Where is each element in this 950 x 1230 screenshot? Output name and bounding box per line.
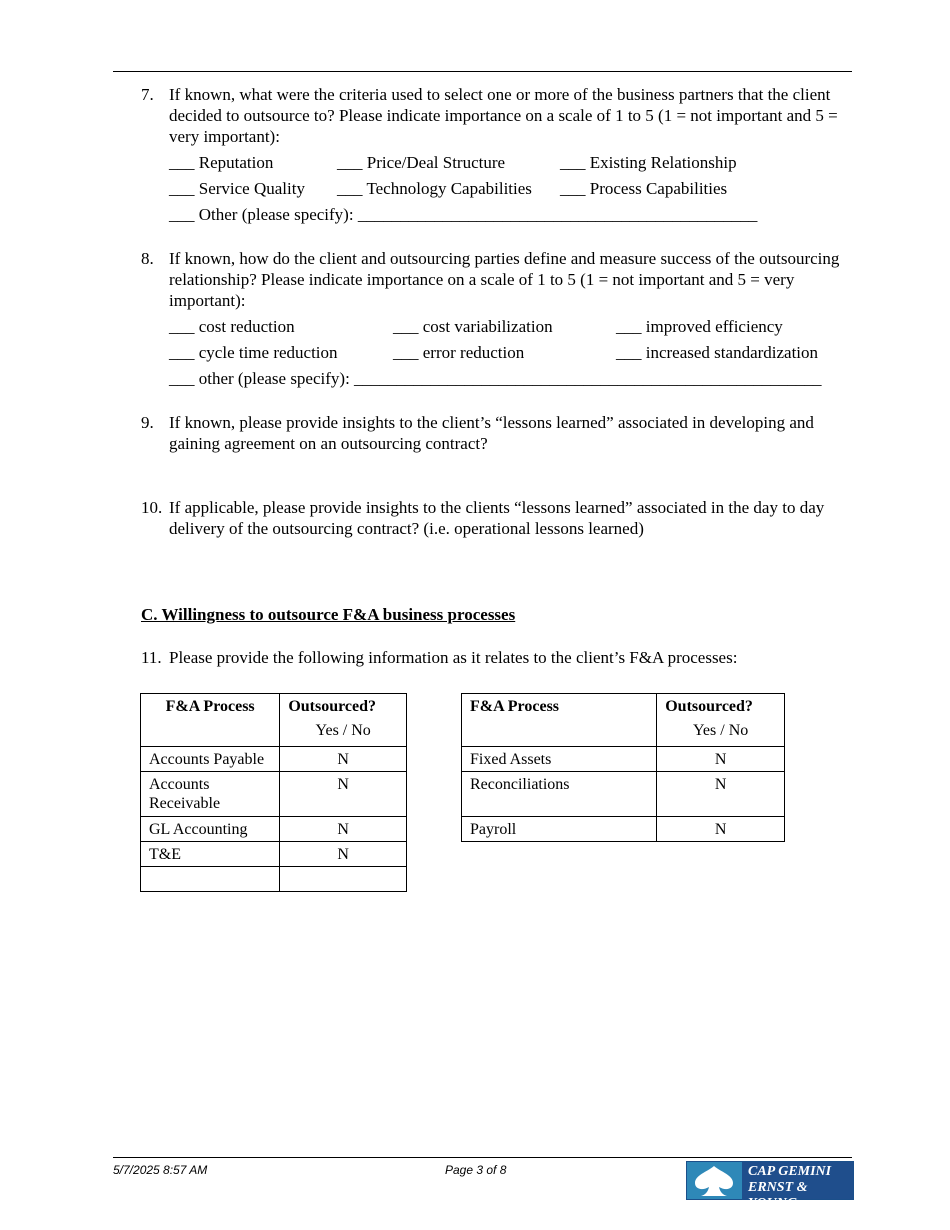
process-cell: GL Accounting: [141, 817, 280, 842]
footer-date: 5/7/2025 8:57 AM: [113, 1163, 208, 1177]
criteria-option: ___ Price/Deal Structure: [337, 153, 506, 172]
logo-line-2: ERNST & YOUNG: [748, 1180, 808, 1211]
company-logo: [686, 1161, 854, 1211]
question-number: 7.: [141, 85, 154, 104]
header-yes-no: Yes / No: [315, 722, 371, 739]
criteria-option: ___ Existing Relationship: [560, 153, 737, 172]
success-other: ___ other (please specify): _______________________________________________________: [169, 369, 822, 388]
process-cell: T&E: [141, 842, 280, 867]
header-outsourced-label: Outsourced?: [665, 698, 753, 715]
table-row: [462, 772, 785, 817]
section-c-title: C. Willingness to outsource F&A business processes: [141, 605, 516, 624]
question-text: Please provide the following information as it relates to the client’s F&A processes:: [169, 648, 738, 667]
footer-rule: [113, 1157, 852, 1158]
header-outsourced: [280, 694, 407, 747]
criteria-option: ___ Technology Capabilities: [337, 179, 532, 198]
table-row: [141, 772, 407, 817]
header-yes-no: Yes / No: [692, 722, 749, 739]
table-header-row: [462, 694, 785, 747]
process-cell: Fixed Assets: [462, 747, 657, 772]
header-process: F&A Process: [462, 694, 657, 747]
table-row: [462, 817, 785, 842]
question-text: If known, what were the criteria used to select one or more of the business partners that the client decided to outsource to? Please indicate importance on a scale of 1 to 5 (1 = not important and 5 = very important):: [169, 85, 838, 146]
outsourced-cell: N: [280, 842, 407, 867]
header-outsourced: [657, 694, 785, 747]
criteria-option: ___ Service Quality: [169, 179, 305, 198]
success-option: ___ improved efficiency: [616, 317, 783, 336]
logo-text: [742, 1162, 853, 1211]
process-cell: Reconciliations: [462, 772, 657, 817]
table-row: [141, 817, 407, 842]
criteria-other: ___ Other (please specify): _______________________________________________: [169, 205, 758, 224]
spade-icon: [687, 1162, 742, 1199]
question-number: 10.: [141, 498, 163, 517]
table-header-row: [141, 694, 407, 747]
question-10: [141, 497, 853, 539]
process-cell: [141, 867, 280, 892]
criteria-option: ___ Reputation: [169, 153, 274, 172]
table-row: [141, 867, 407, 892]
outsourced-cell: N: [280, 817, 407, 842]
question-text: If applicable, please provide insights to the clients “lessons learned” associated in the day to day delivery of the outsourcing contract? (i.e. operational lessons learned): [169, 498, 825, 538]
outsourced-cell: N: [657, 747, 785, 772]
success-option: ___ cost variabilization: [393, 317, 553, 336]
question-number: 8.: [141, 249, 154, 268]
success-option: ___ error reduction: [393, 343, 525, 362]
table-row: [462, 747, 785, 772]
outsourced-cell: N: [280, 772, 407, 817]
question-8: [141, 248, 853, 311]
question-7: [141, 84, 853, 147]
question-text: If known, how do the client and outsourcing parties define and measure success of the outsourcing relationship? Please indicate importance on a scale of 1 to 5 (1 = not important and 5 = very important):: [169, 249, 840, 310]
criteria-option: ___ Process Capabilities: [560, 179, 728, 198]
process-cell: Accounts Payable: [141, 747, 280, 772]
success-option: ___ cost reduction: [169, 317, 295, 336]
footer-page-number: Page 3 of 8: [445, 1163, 507, 1177]
header-outsourced-label: Outsourced?: [288, 698, 377, 715]
process-cell: Payroll: [462, 817, 657, 842]
question-11: [141, 647, 853, 668]
outsourced-cell: N: [657, 772, 785, 817]
question-number: 9.: [141, 413, 154, 432]
fa-process-table-right: [461, 693, 785, 842]
question-number: 11.: [141, 648, 162, 667]
table-row: [141, 842, 407, 867]
logo-line-1: CAP GEMINI: [748, 1164, 832, 1179]
outsourced-cell: N: [657, 817, 785, 842]
header-rule: [113, 71, 852, 72]
table-row: [141, 747, 407, 772]
success-option: ___ cycle time reduction: [169, 343, 338, 362]
fa-process-table-left: [140, 693, 407, 892]
process-cell: Accounts Receivable: [141, 772, 280, 817]
success-option: ___ increased standardization: [616, 343, 819, 362]
outsourced-cell: N: [280, 747, 407, 772]
question-9: [141, 412, 853, 454]
outsourced-cell: [280, 867, 407, 892]
question-text: If known, please provide insights to the client’s “lessons learned” associated in developing and gaining agreement on an outsourcing contract?: [169, 413, 814, 453]
header-process: F&A Process: [141, 694, 280, 747]
